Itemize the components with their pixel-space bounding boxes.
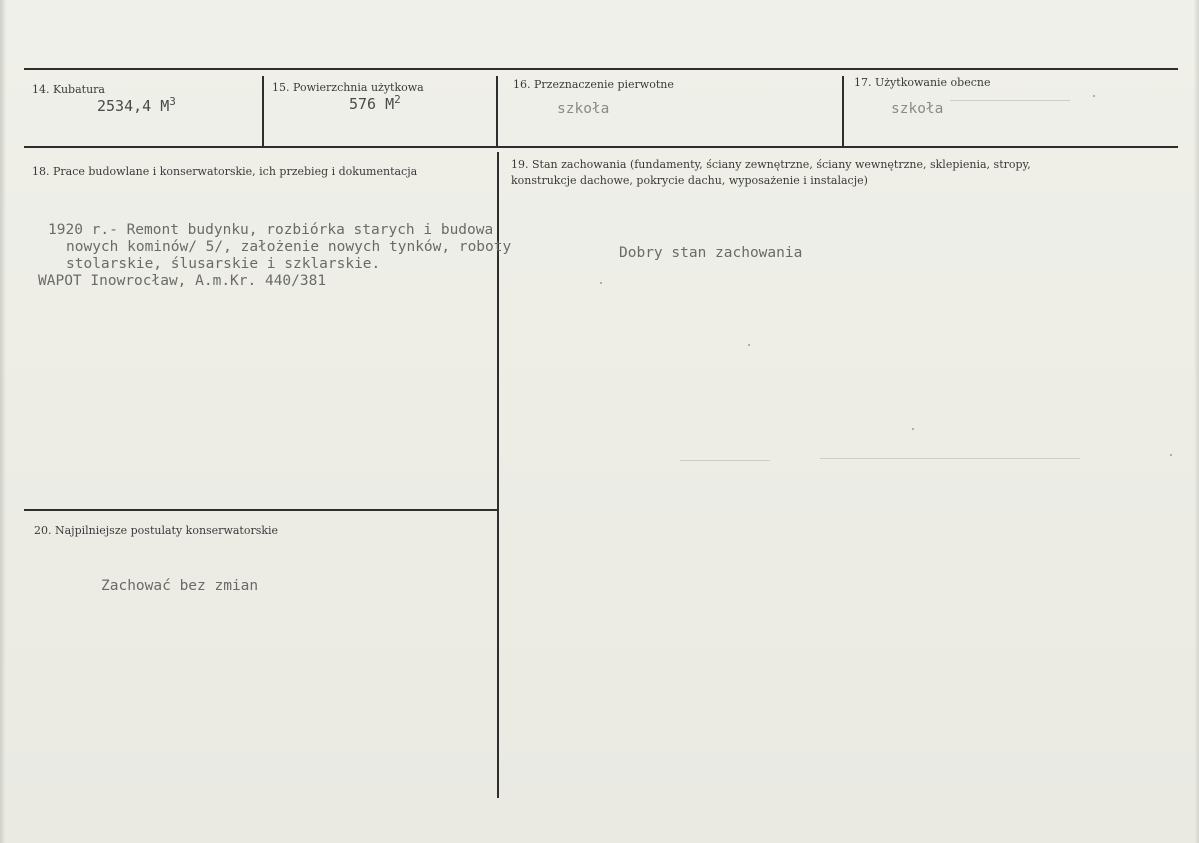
powierzchnia-number: 576 M	[349, 95, 395, 113]
scan-speck	[1170, 454, 1172, 456]
col-divider-16-17	[842, 76, 844, 147]
prace-label: 18. Prace budowlane i konserwatorskie, ich przebieg i dokumentacja	[32, 165, 418, 178]
prace-line-1: 1920 r.- Remont budynku, rozbiórka starych i budowa	[48, 222, 494, 238]
prace-line-4: WAPOT Inowrocław, A.m.Kr. 440/381	[38, 273, 327, 289]
kubatura-label: 14. Kubatura	[32, 83, 105, 96]
stan-label-line-2: konstrukcje dachowe, pokrycie dachu, wyposażenie i instalacje)	[511, 174, 868, 187]
kubatura-value	[97, 95, 176, 116]
kubatura-number: 2534,4 M	[97, 97, 170, 115]
powierzchnia-value	[349, 93, 401, 114]
scan-speck	[748, 344, 750, 346]
row-divider	[24, 146, 1178, 148]
scan-speck	[1093, 95, 1095, 97]
prace-line-3: stolarskie, ślusarskie i szklarskie.	[66, 256, 381, 272]
postulaty-label: 20. Najpilniejsze postulaty konserwatorskie	[34, 524, 279, 537]
uzytkowanie-label: 17. Użytkowanie obecne	[854, 76, 991, 89]
scan-speck	[600, 282, 602, 284]
powierzchnia-label: 15. Powierzchnia użytkowa	[272, 81, 424, 94]
scan-smudge	[680, 460, 770, 461]
top-rule	[24, 68, 1178, 70]
kubatura-unit-sup: 3	[169, 95, 176, 108]
postulaty-value: Zachować bez zmian	[101, 578, 259, 594]
stan-label-line-1: 19. Stan zachowania (fundamenty, ściany zewnętrzne, ściany wewnętrzne, sklepienia, stropy,	[511, 158, 1031, 171]
uzytkowanie-value: szkoła	[891, 101, 944, 117]
stan-value: Dobry stan zachowania	[619, 245, 803, 261]
scan-speck	[912, 428, 914, 430]
col-divider-14-15	[262, 76, 264, 147]
scan-smudge	[820, 458, 1080, 459]
scan-edge-right	[1194, 0, 1199, 843]
col-divider-15-16	[496, 76, 498, 147]
przeznaczenie-value: szkoła	[557, 101, 610, 117]
prace-line-2: nowych kominów/ 5/, założenie nowych tynków, roboty	[66, 239, 512, 255]
scan-edge-left	[0, 0, 6, 843]
powierzchnia-unit-sup: 2	[394, 93, 401, 106]
scan-smudge	[950, 100, 1070, 101]
section-18-20-divider	[24, 509, 498, 511]
przeznaczenie-label: 16. Przeznaczenie pierwotne	[513, 78, 674, 91]
